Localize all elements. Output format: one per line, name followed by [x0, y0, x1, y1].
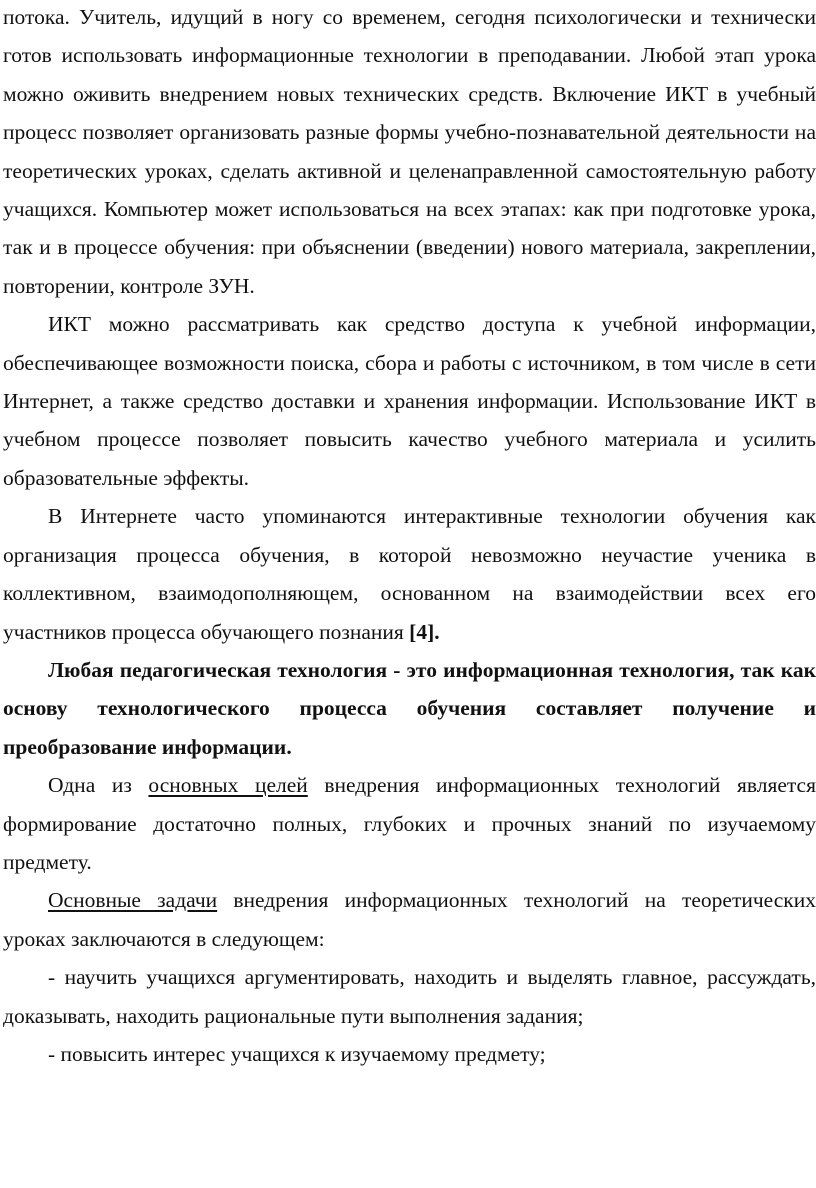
list-item-increase-interest: - повысить интерес учащихся к изучаемому предмету;: [48, 1041, 546, 1066]
citation-reference: [4].: [409, 619, 440, 644]
paragraph-lead-text: Одна из: [48, 773, 149, 798]
paragraph-ict-lesson-stages: потока. Учитель, идущий в ногу со временем, сегодня психологически и технически готов использовать информационные технологии в преподавании. Любой этап урока можно оживить внедрением новых технических средств. Включение ИКТ в учебный процесс позволяет организовать разные формы учебно-познавательной деятельности на теоретических уроках, сделать активной и целенаправленной самостоятельную работу учащихся. Компьютер может использоваться на всех этапах: как при подготовке урока, так и в процессе обучения: при объяснении (введении) нового материала, закреплении, повторении, контроле ЗУН.: [3, 5, 816, 298]
underlined-term-main-goals: основных целей: [148, 773, 308, 798]
paragraph-text: В Интернете часто упоминаются интерактивные технологии обучения как организация процесса обучения, в которой невозможно неучастие ученика в коллективном, взаимодополняющем, основанном на взаимодействии всех его участников процесса обучающего познания: [3, 504, 816, 644]
paragraph-text: внедрения информационных технологий является формирование достаточно полных, глубоких и прочных знаний по изучаемому предмету.: [3, 773, 816, 874]
underlined-term-main-tasks: Основные задачи: [48, 888, 218, 913]
paragraph-interactive-technologies: [3, 497, 816, 651]
paragraph-text: внедрения информационных технологий на теоретических уроках заключаются в следующем:: [3, 888, 816, 951]
paragraph-pedagogical-technology-statement: Любая педагогическая технология - это информационная технология, так как основу технологического процесса обучения составляет получение и преобразование информации.: [3, 657, 816, 759]
paragraph-main-tasks: [3, 881, 816, 958]
paragraph-ict-access-means: ИКТ можно рассматривать как средство доступа к учебной информации, обеспечивающее возможности поиска, сбора и работы с источником, в том числе в сети Интернет, а также средство доставки и хранения информации. Использование ИКТ в учебном процессе позволяет повысить качество учебного материала и усилить образовательные эффекты.: [3, 312, 816, 490]
list-item-teach-argumentation: - научить учащихся аргументировать, находить и выделять главное, рассуждать, доказывать, находить рациональные пути выполнения задания;: [3, 965, 816, 1028]
paragraph-main-goals: [3, 766, 816, 881]
